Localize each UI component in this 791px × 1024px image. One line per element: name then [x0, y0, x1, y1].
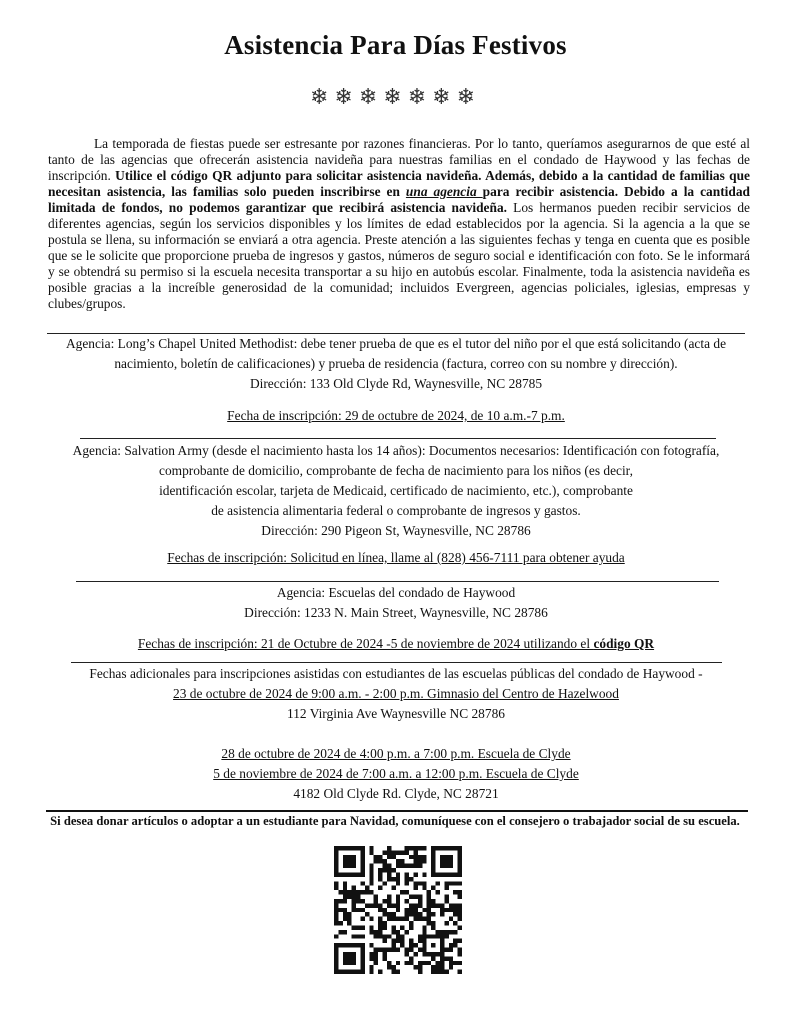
agency2-line3: identificación escolar, tarjeta de Medicaid, certificado de nacimiento, etc.), comprobante	[159, 483, 633, 498]
agency3-address: Dirección: 1233 N. Main Street, Waynesville, NC 28786	[244, 605, 548, 620]
agency-salvation-army	[40, 441, 752, 541]
divider-3	[76, 581, 719, 582]
agency2-line1: Agencia: Salvation Army (desde el nacimiento hasta los 14 años): Documentos necesarios: Identificación con fotografía,	[72, 443, 720, 458]
agency2-dates-block	[40, 548, 752, 568]
agency1-line2: nacimiento, boletín de calificaciones) y prueba de residencia (factura, correo con su nombre y dirección).	[114, 356, 678, 371]
agency2-line4: de asistencia alimentaria federal o comprobante de ingresos y gastos.	[211, 503, 581, 518]
agency2-dates: Fechas de inscripción: Solicitud en línea, llame al (828) 456-7111 para obtener ayuda	[167, 550, 625, 565]
divider-2	[80, 438, 716, 439]
intro-underline: una agencia	[405, 184, 483, 199]
page-title: Asistencia Para Días Festivos	[224, 30, 567, 60]
assisted-enrollment	[40, 664, 752, 724]
agency1-line1: Agencia: Long’s Chapel United Methodist: debe tener prueba de que es el tutor del niño por el que está solicitando (acta de	[65, 336, 727, 351]
agency3-dates-bold: código QR	[593, 636, 655, 651]
agency1-address: Dirección: 133 Old Clyde Rd, Waynesville, NC 28785	[249, 376, 543, 391]
assisted-clyde-events	[40, 744, 752, 804]
agency3-line1: Agencia: Escuelas del condado de Haywood	[276, 585, 516, 600]
assisted-heading: Fechas adicionales para inscripciones asistidas con estudiantes de las escuelas públicas del condado de Haywood -	[89, 666, 703, 681]
divider-5	[46, 810, 748, 812]
agency2-address: Dirección: 290 Pigeon St, Waynesville, NC 28786	[261, 523, 531, 538]
snowflake-decoration: ❄❄❄❄❄❄❄	[309, 84, 482, 109]
agency3-dates	[40, 634, 752, 654]
agency3-dates-prefix: Fechas de inscripción: 21 de Octubre de 2024 -5 de noviembre de 2024 utilizando el	[137, 636, 594, 651]
agency3-dates-block	[40, 634, 752, 654]
assisted-event1: 23 de octubre de 2024 de 9:00 a.m. - 2:00 p.m. Gimnasio del Centro de Hazelwood	[173, 686, 619, 701]
agency-haywood-schools	[40, 583, 752, 623]
intro-text-2: Los hermanos pueden recibir servicios de diferentes agencias, según los servicios disponibles y los límites de edad establecidos por la agencia. Si la agencia a la que se postula se llena, su información se enviará a otra agencia. Preste atención a las siguientes fechas y tenga en cuenta que es posible que se le solicite que proporcione prueba de ingresos y gastos, números de seguro social e identificación con foto. Se le informará y se obtendrá su permiso si la escuela necesita transportar a su hijo en autobús escolar. Finalmente, toda la asistencia navideña es posible gracias a la increíble generosidad de la comunidad; incluidos Evergreen, agencias policiales, iglesias, empresas y clubes/grupos.	[48, 200, 751, 311]
intro-text-1: La temporada de fiestas puede ser estresante por razones financieras. Por lo tanto, queríamos asegurarnos de que esté al tanto de las agencias que ofrecerán asistencia navideña para nuestras familias en el condado de Haywood y las fechas de inscripción.	[48, 136, 750, 183]
agency2-line2: comprobante de domicilio, comprobante de fecha de nacimiento para los niños (es decir,	[159, 463, 633, 478]
assisted-event23-address: 4182 Old Clyde Rd. Clyde, NC 28721	[293, 786, 499, 801]
assisted-event1-address: 112 Virginia Ave Waynesville NC 28786	[287, 706, 505, 721]
agency1-dates-block	[40, 406, 752, 426]
assisted-event2: 28 de octubre de 2024 de 4:00 p.m. a 7:00 p.m. Escuela de Clyde	[221, 746, 571, 761]
divider-4	[71, 662, 722, 663]
intro-bold-1: Utilice el código QR adjunto para solicitar asistencia navideña. Además, debido a la cantidad de familias que necesitan asistencia, las familias solo pueden inscribirse en	[48, 168, 750, 199]
agency-longs-chapel	[40, 334, 752, 394]
donate-note: Si desea donar artículos o adoptar a un estudiante para Navidad, comuníquese con el consejero o trabajador social de su escuela.	[50, 814, 740, 828]
qr-code[interactable]	[334, 846, 462, 974]
assisted-event3: 5 de noviembre de 2024 de 7:00 a.m. a 12:00 p.m. Escuela de Clyde	[213, 766, 579, 781]
intro-paragraph	[48, 136, 750, 312]
agency1-dates: Fecha de inscripción: 29 de octubre de 2024, de 10 a.m.-7 p.m.	[227, 408, 565, 423]
intro-bold-2: para recibir asistencia. Debido a la cantidad limitada de fondos, no podemos garantizar que recibirá asistencia navideña.	[48, 184, 750, 215]
